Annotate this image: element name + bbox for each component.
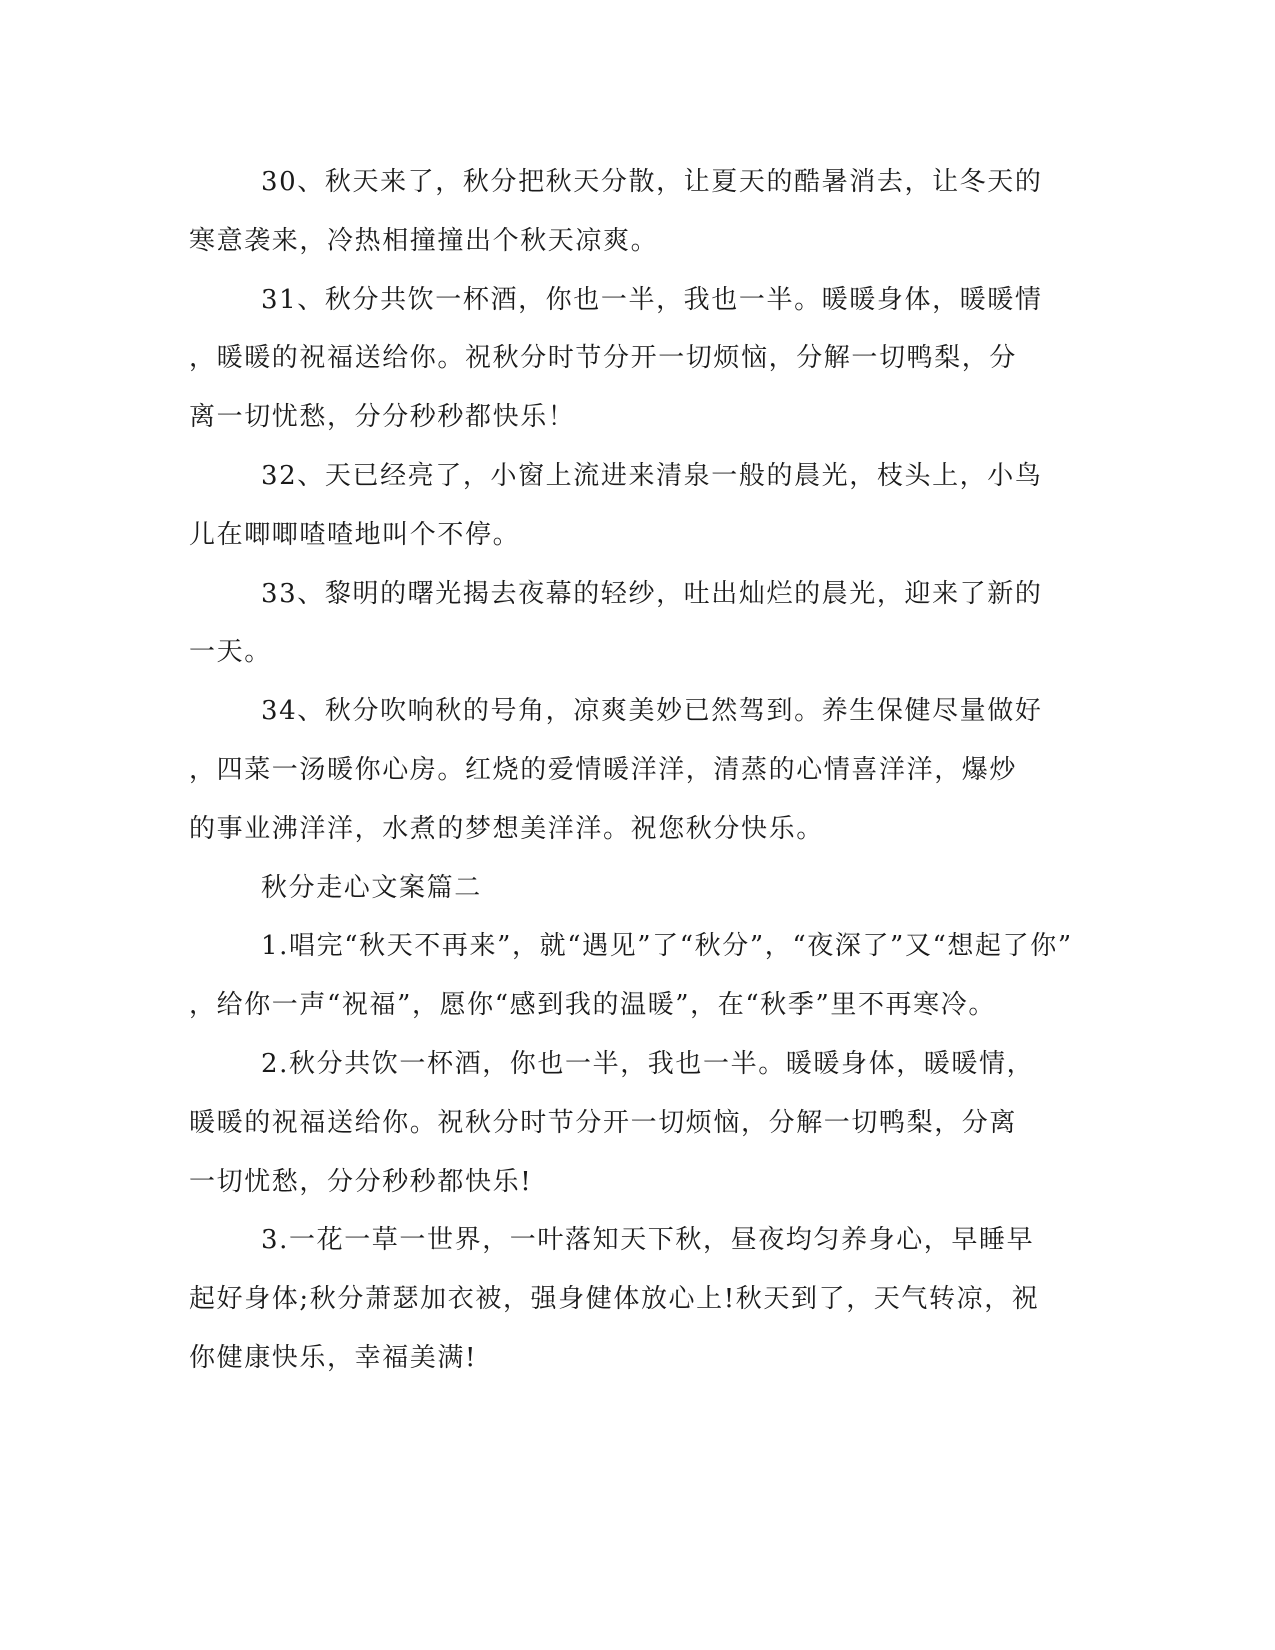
paragraph-31-line-1: 31、秋分共饮一杯酒，你也一半，我也一半。暖暖身体，暖暖情 (261, 285, 1043, 315)
paragraph-34-line-3: 的事业沸洋洋，水煮的梦想美洋洋。祝您秋分快乐。 (189, 814, 824, 844)
paragraph-3-line-2: 起好身体;秋分萧瑟加衣被，强身健体放心上!秋天到了，天气转凉，祝 (189, 1284, 1040, 1314)
paragraph-2-line-2: 暖暖的祝福送给你。祝秋分时节分开一切烦恼，分解一切鸭梨，分离 (189, 1108, 1018, 1138)
section-heading: 秋分走心文案篇二 (261, 873, 482, 903)
paragraph-32-line-2: 儿在唧唧喳喳地叫个不停。 (189, 520, 521, 550)
paragraph-1-line-2: ，给你一声“祝福”，愿你“感到我的温暖”，在“秋季”里不再寒冷。 (189, 990, 996, 1020)
paragraph-3-line-1: 3.一花一草一世界，一叶落知天下秋，昼夜均匀养身心，早睡早 (261, 1225, 1035, 1255)
paragraph-2-line-3: 一切忧愁，分分秒秒都快乐! (189, 1167, 533, 1197)
paragraph-2-line-1: 2.秋分共饮一杯酒，你也一半，我也一半。暖暖身体，暖暖情， (261, 1049, 1035, 1079)
paragraph-34-line-1: 34、秋分吹响秋的号角，凉爽美妙已然驾到。养生保健尽量做好 (261, 696, 1043, 726)
paragraph-33-line-1: 33、黎明的曙光揭去夜幕的轻纱，吐出灿烂的晨光，迎来了新的 (261, 579, 1043, 609)
paragraph-34-line-2: ，四菜一汤暖你心房。红烧的爱情暖洋洋，清蒸的心情喜洋洋，爆炒 (189, 755, 1018, 785)
paragraph-1-line-1: 1.唱完“秋天不再来”，就“遇见”了“秋分”，“夜深了”又“想起了你” (261, 931, 1073, 961)
paragraph-33-line-2: 一天。 (189, 637, 272, 667)
paragraph-30-line-2: 寒意袭来，冷热相撞撞出个秋天凉爽。 (189, 226, 659, 256)
paragraph-32-line-1: 32、天已经亮了，小窗上流进来清泉一般的晨光，枝头上，小鸟 (261, 461, 1043, 491)
paragraph-31-line-3: 离一切忧愁，分分秒秒都快乐！ (189, 402, 576, 432)
paragraph-31-line-2: ，暖暖的祝福送给你。祝秋分时节分开一切烦恼，分解一切鸭梨，分 (189, 343, 1018, 373)
paragraph-3-line-3: 你健康快乐，幸福美满! (189, 1343, 478, 1373)
paragraph-30-line-1: 30、秋天来了，秋分把秋天分散，让夏天的酷暑消去，让冬天的 (261, 167, 1043, 197)
